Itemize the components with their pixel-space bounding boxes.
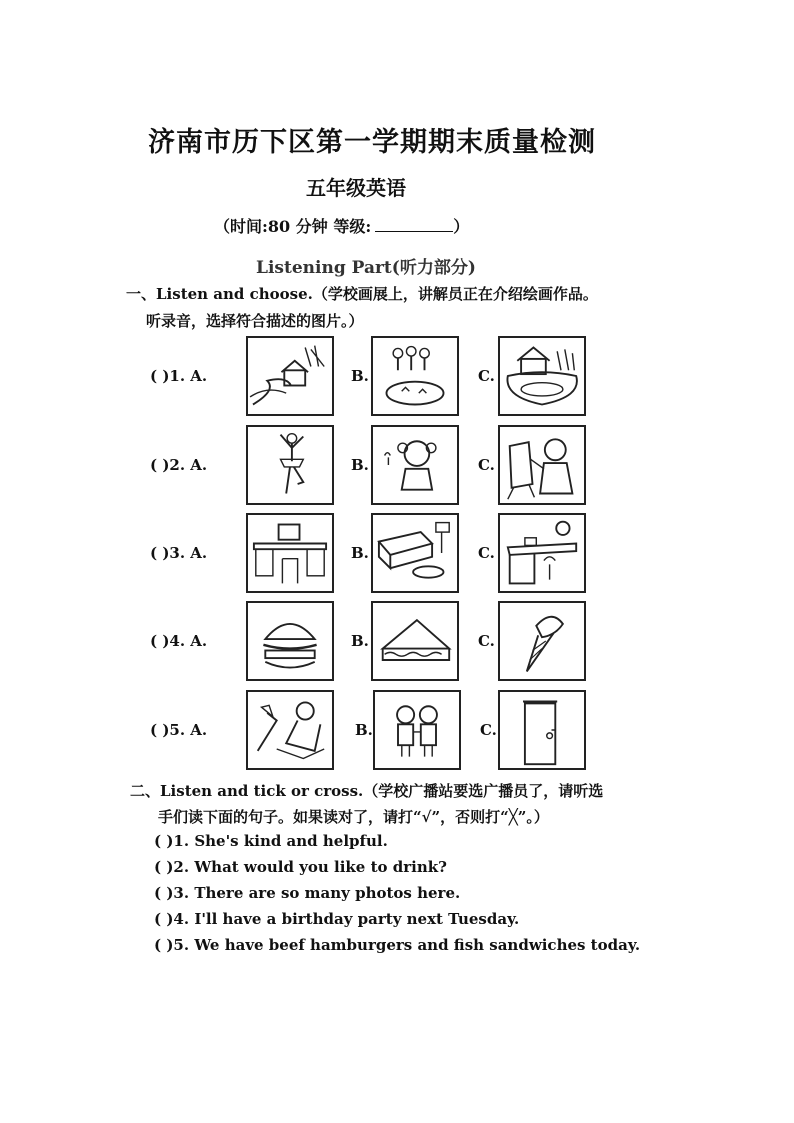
q3-option-b-label: B. xyxy=(351,544,369,562)
sandwich-icon[interactable] xyxy=(371,601,459,681)
cabin-lake-icon[interactable] xyxy=(498,336,586,416)
ballet-dancer-icon[interactable] xyxy=(246,425,334,505)
desk-computer-icon[interactable] xyxy=(246,513,334,593)
two-kids-icon[interactable] xyxy=(373,690,461,770)
singing-girl-icon[interactable] xyxy=(371,425,459,505)
desk-globe-icon[interactable] xyxy=(498,513,586,593)
q1-option-b-label: B. xyxy=(351,367,369,385)
q5-option-c-label: C. xyxy=(480,721,497,739)
s2-item-4[interactable] xyxy=(154,910,519,928)
s2-item-number[interactable]: ( )2. xyxy=(154,858,190,876)
s2-item-text: There are so many photos here. xyxy=(194,884,461,902)
time-close: ） xyxy=(453,217,470,236)
boy-studying-icon[interactable] xyxy=(246,690,334,770)
s2-item-text: She's kind and helpful. xyxy=(194,832,388,850)
s2-item-2[interactable] xyxy=(154,858,447,876)
s2-item-text: I'll have a birthday party next Tuesday. xyxy=(194,910,520,928)
q4-number[interactable]: ( )4. A. xyxy=(150,632,208,650)
s2-item-3[interactable] xyxy=(154,884,460,902)
q5-option-b-label: B. xyxy=(355,721,373,739)
s2-item-number[interactable]: ( )4. xyxy=(154,910,190,928)
time-label: （时间:80 分钟 等级: xyxy=(214,217,372,236)
exam-subtitle: 五年级英语 xyxy=(306,176,406,200)
hamburger-icon[interactable] xyxy=(246,601,334,681)
q4-option-b-label: B. xyxy=(351,632,369,650)
house-landscape-icon[interactable] xyxy=(246,336,334,416)
q2-option-c-label: C. xyxy=(478,456,495,474)
door-icon[interactable] xyxy=(498,690,586,770)
section1-heading-cont: 听录音，选择符合描述的图片。） xyxy=(146,312,364,330)
s2-item-number[interactable]: ( )5. xyxy=(154,936,190,954)
q2-option-b-label: B. xyxy=(351,456,369,474)
q1-option-c-label: C. xyxy=(478,367,495,385)
exam-title: 济南市历下区第一学期期末质量检测 xyxy=(148,127,596,158)
section1-heading: 一、Listen and choose.（学校画展上，讲解员正在介绍绘画作品。 xyxy=(126,285,598,303)
q4-option-c-label: C. xyxy=(478,632,495,650)
s2-item-text: We have beef hamburgers and fish sandwiches today. xyxy=(194,936,641,954)
s2-item-1[interactable] xyxy=(154,832,388,850)
s2-item-number[interactable]: ( )1. xyxy=(154,832,190,850)
q3-option-c-label: C. xyxy=(478,544,495,562)
section2-heading: 二、Listen and tick or cross.（学校广播站要选广播员了，请听选 xyxy=(130,782,604,800)
q2-number[interactable]: ( )2. A. xyxy=(150,456,208,474)
ice-cream-icon[interactable] xyxy=(498,601,586,681)
section2-heading-cont: 手们读下面的句子。如果读对了，请打“√”，否则打“╳”。） xyxy=(158,808,549,826)
grade-blank[interactable] xyxy=(375,217,453,232)
part-title: Listening Part(听力部分) xyxy=(256,258,476,278)
s2-item-5[interactable] xyxy=(154,936,640,954)
kids-park-icon[interactable] xyxy=(371,336,459,416)
s2-item-number[interactable]: ( )3. xyxy=(154,884,190,902)
s2-item-text: What would you like to drink? xyxy=(194,858,447,876)
q1-number[interactable]: ( )1. A. xyxy=(150,367,208,385)
time-grade-line xyxy=(214,214,469,237)
q5-number[interactable]: ( )5. A. xyxy=(150,721,208,739)
sofa-phone-icon[interactable] xyxy=(371,513,459,593)
painting-girl-icon[interactable] xyxy=(498,425,586,505)
q3-number[interactable]: ( )3. A. xyxy=(150,544,208,562)
